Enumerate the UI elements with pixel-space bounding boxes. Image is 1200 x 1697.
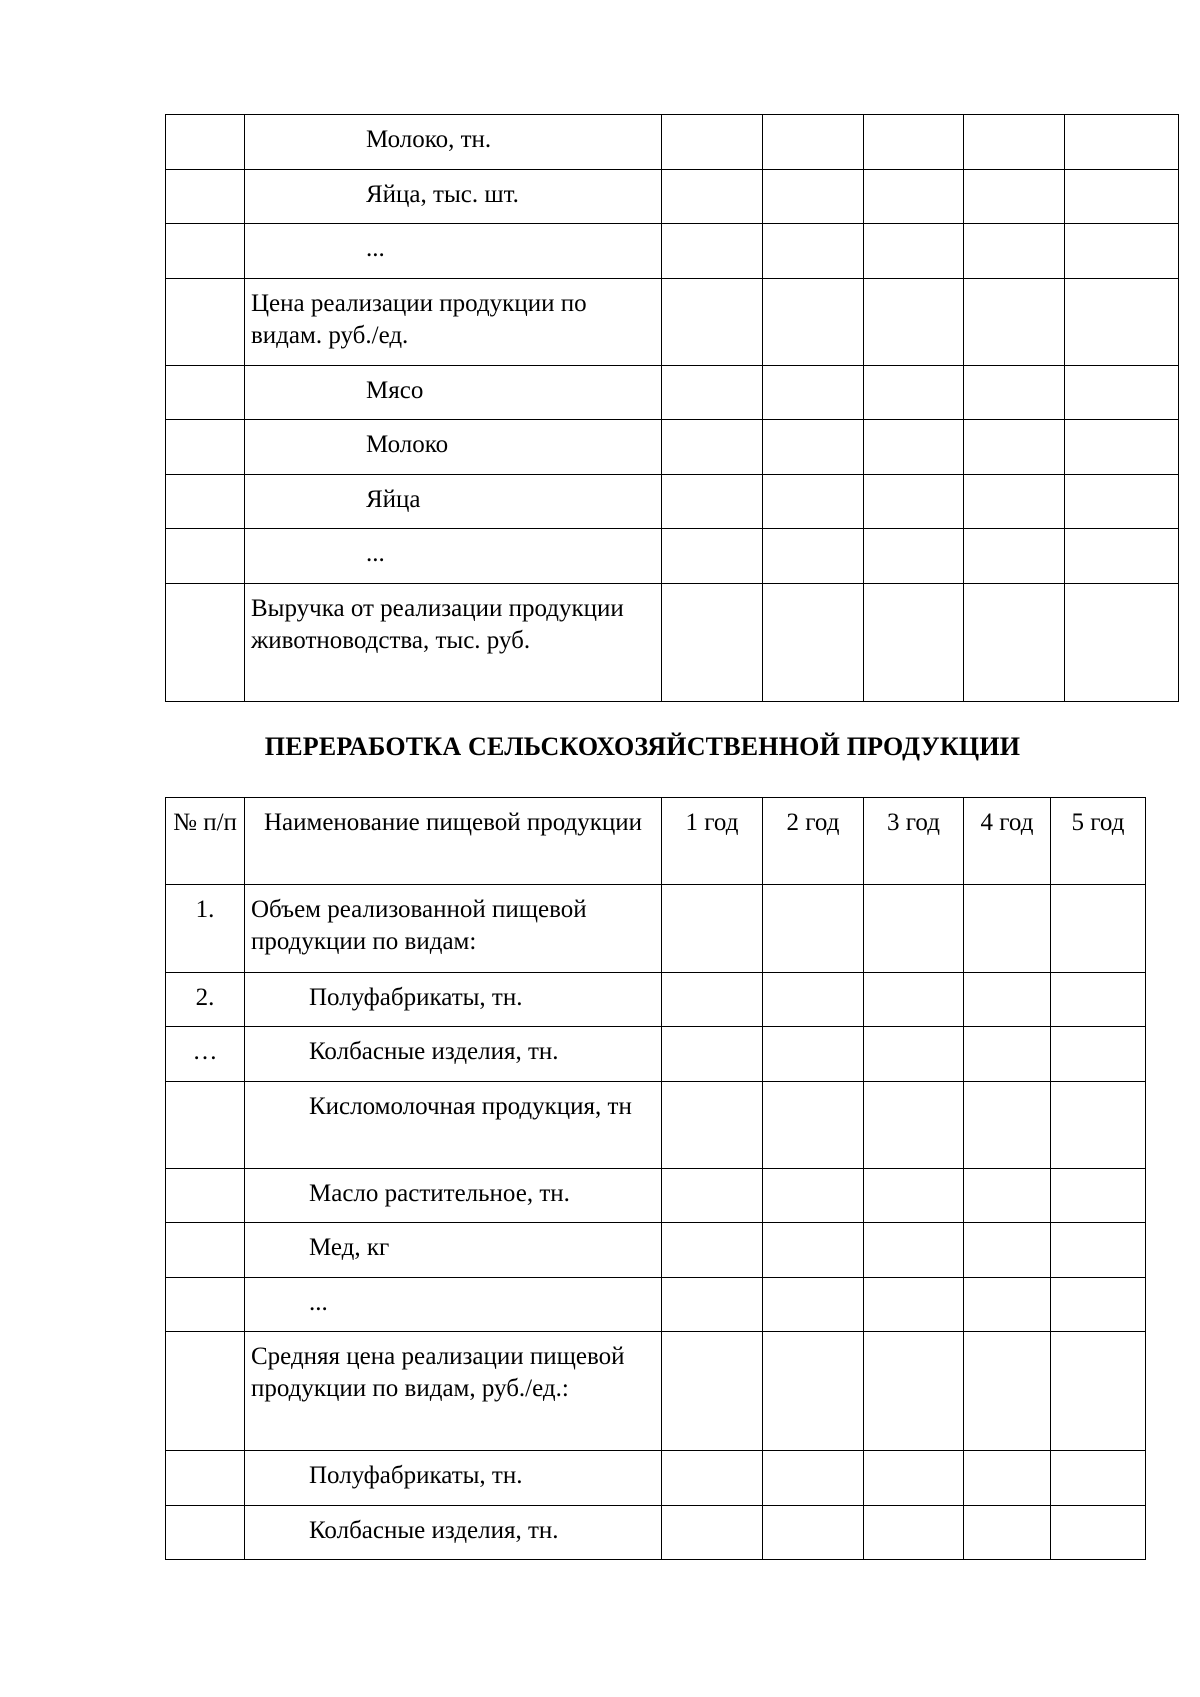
table-row <box>166 1451 1146 1506</box>
row-name: Колбасные изделия, тн. <box>245 1506 662 1560</box>
value-cell <box>662 1506 763 1560</box>
value-cell <box>964 1451 1051 1506</box>
table-row <box>166 224 1179 279</box>
value-cell <box>662 224 763 279</box>
value-cell <box>662 1451 763 1506</box>
row-name: Яйца <box>245 475 662 529</box>
row-number: 1. <box>166 885 245 973</box>
value-cell <box>662 973 763 1027</box>
value-cell <box>864 115 964 170</box>
value-cell <box>864 1506 964 1560</box>
value-cell <box>1065 279 1179 366</box>
value-cell <box>1065 224 1179 279</box>
value-cell <box>1051 973 1146 1027</box>
value-cell <box>662 115 763 170</box>
value-cell <box>763 1451 864 1506</box>
row-name: Полуфабрикаты, тн. <box>245 973 662 1027</box>
value-cell <box>1065 170 1179 224</box>
value-cell <box>964 475 1065 529</box>
row-number <box>166 279 245 366</box>
value-cell <box>763 420 864 475</box>
table-header-row <box>166 798 1146 885</box>
value-cell <box>864 529 964 584</box>
value-cell <box>662 1223 763 1278</box>
value-cell <box>1051 1027 1146 1082</box>
value-cell <box>763 529 864 584</box>
value-cell <box>662 366 763 420</box>
value-cell <box>662 475 763 529</box>
row-number <box>166 1082 245 1169</box>
value-cell <box>964 366 1065 420</box>
value-cell <box>763 224 864 279</box>
table-row <box>166 1169 1146 1223</box>
row-name: Молоко, тн. <box>245 115 662 170</box>
value-cell <box>964 224 1065 279</box>
value-cell <box>964 1082 1051 1169</box>
value-cell <box>1051 885 1146 973</box>
value-cell <box>763 1027 864 1082</box>
value-cell <box>1051 1169 1146 1223</box>
row-number <box>166 1506 245 1560</box>
value-cell <box>763 115 864 170</box>
row-name: Колбасные изделия, тн. <box>245 1027 662 1082</box>
value-cell <box>864 475 964 529</box>
value-cell <box>964 584 1065 702</box>
value-cell <box>1065 420 1179 475</box>
value-cell <box>763 1332 864 1451</box>
value-cell <box>964 1278 1051 1332</box>
row-name: Средняя цена реализации пищевой продукции по видам, руб./ед.: <box>245 1332 662 1451</box>
value-cell <box>763 1169 864 1223</box>
value-cell <box>864 1223 964 1278</box>
value-cell <box>964 1332 1051 1451</box>
value-cell <box>864 584 964 702</box>
value-cell <box>964 420 1065 475</box>
value-cell <box>662 885 763 973</box>
value-cell <box>964 1027 1051 1082</box>
value-cell <box>763 475 864 529</box>
value-cell <box>964 1169 1051 1223</box>
value-cell <box>1051 1223 1146 1278</box>
value-cell <box>662 529 763 584</box>
row-name: Мясо <box>245 366 662 420</box>
value-cell <box>964 279 1065 366</box>
row-name: Масло растительное, тн. <box>245 1169 662 1223</box>
value-cell <box>864 1082 964 1169</box>
header-year-4: 4 год <box>964 798 1051 885</box>
table-row <box>166 279 1179 366</box>
value-cell <box>864 973 964 1027</box>
row-number <box>166 1278 245 1332</box>
row-name: ... <box>245 1278 662 1332</box>
table-row <box>166 420 1179 475</box>
value-cell <box>763 366 864 420</box>
value-cell <box>964 1506 1051 1560</box>
value-cell <box>763 1082 864 1169</box>
livestock-table <box>165 114 1179 702</box>
value-cell <box>964 170 1065 224</box>
value-cell <box>864 1169 964 1223</box>
value-cell <box>662 1332 763 1451</box>
row-number <box>166 115 245 170</box>
row-name: Яйца, тыс. шт. <box>245 170 662 224</box>
table-row <box>166 1027 1146 1082</box>
header-year-1: 1 год <box>662 798 763 885</box>
value-cell <box>1051 1451 1146 1506</box>
value-cell <box>1065 475 1179 529</box>
row-number <box>166 224 245 279</box>
row-number: … <box>166 1027 245 1082</box>
value-cell <box>662 584 763 702</box>
row-number <box>166 420 245 475</box>
value-cell <box>763 170 864 224</box>
value-cell <box>864 279 964 366</box>
row-number <box>166 584 245 702</box>
value-cell <box>964 115 1065 170</box>
value-cell <box>964 973 1051 1027</box>
value-cell <box>763 279 864 366</box>
row-name: Полуфабрикаты, тн. <box>245 1451 662 1506</box>
value-cell <box>964 1223 1051 1278</box>
value-cell <box>763 885 864 973</box>
table-row <box>166 170 1179 224</box>
header-year-5: 5 год <box>1051 798 1146 885</box>
header-name: Наименование пищевой продукции <box>245 798 662 885</box>
value-cell <box>662 279 763 366</box>
header-year-2: 2 год <box>763 798 864 885</box>
row-name: Выручка от реализации продукции животноводства, тыс. руб. <box>245 584 662 702</box>
table-row <box>166 1223 1146 1278</box>
table-row <box>166 366 1179 420</box>
row-name: ... <box>245 224 662 279</box>
row-name: ... <box>245 529 662 584</box>
value-cell <box>1065 529 1179 584</box>
row-name: Кисломолочная продукция, тн <box>245 1082 662 1169</box>
row-number <box>166 1451 245 1506</box>
value-cell <box>864 1278 964 1332</box>
section-title: ПЕРЕРАБОТКА СЕЛЬСКОХОЗЯЙСТВЕННОЙ ПРОДУКЦИИ <box>264 732 1021 761</box>
value-cell <box>864 170 964 224</box>
value-cell <box>864 224 964 279</box>
value-cell <box>1051 1506 1146 1560</box>
value-cell <box>1051 1082 1146 1169</box>
value-cell <box>864 420 964 475</box>
value-cell <box>964 885 1051 973</box>
table-row <box>166 1082 1146 1169</box>
value-cell <box>662 420 763 475</box>
value-cell <box>662 1082 763 1169</box>
value-cell <box>864 885 964 973</box>
value-cell <box>1065 366 1179 420</box>
value-cell <box>1065 115 1179 170</box>
table-row <box>166 1278 1146 1332</box>
value-cell <box>763 584 864 702</box>
table-row <box>166 529 1179 584</box>
processing-table <box>165 797 1146 1560</box>
value-cell <box>662 1169 763 1223</box>
value-cell <box>763 1223 864 1278</box>
value-cell <box>662 1278 763 1332</box>
table-row <box>166 885 1146 973</box>
value-cell <box>964 529 1065 584</box>
row-number <box>166 366 245 420</box>
row-name: Цена реализации продукции по видам. руб./ед. <box>245 279 662 366</box>
row-name: Молоко <box>245 420 662 475</box>
row-number <box>166 170 245 224</box>
value-cell <box>864 1332 964 1451</box>
table-row <box>166 1506 1146 1560</box>
value-cell <box>1051 1278 1146 1332</box>
value-cell <box>662 170 763 224</box>
table-row <box>166 584 1179 702</box>
row-number <box>166 1332 245 1451</box>
value-cell <box>1051 1332 1146 1451</box>
value-cell <box>864 366 964 420</box>
row-name: Объем реализованной пищевой продукции по видам: <box>245 885 662 973</box>
row-name: Мед, кг <box>245 1223 662 1278</box>
row-number: 2. <box>166 973 245 1027</box>
row-number <box>166 529 245 584</box>
value-cell <box>763 1506 864 1560</box>
value-cell <box>763 973 864 1027</box>
row-number <box>166 1169 245 1223</box>
header-year-3: 3 год <box>864 798 964 885</box>
row-number <box>166 475 245 529</box>
value-cell <box>763 1278 864 1332</box>
row-number <box>166 1223 245 1278</box>
value-cell <box>1065 584 1179 702</box>
header-num: № п/п <box>166 798 245 885</box>
table-row <box>166 1332 1146 1451</box>
value-cell <box>864 1451 964 1506</box>
value-cell <box>864 1027 964 1082</box>
value-cell <box>662 1027 763 1082</box>
table-row <box>166 115 1179 170</box>
table-row <box>166 475 1179 529</box>
table-row <box>166 973 1146 1027</box>
